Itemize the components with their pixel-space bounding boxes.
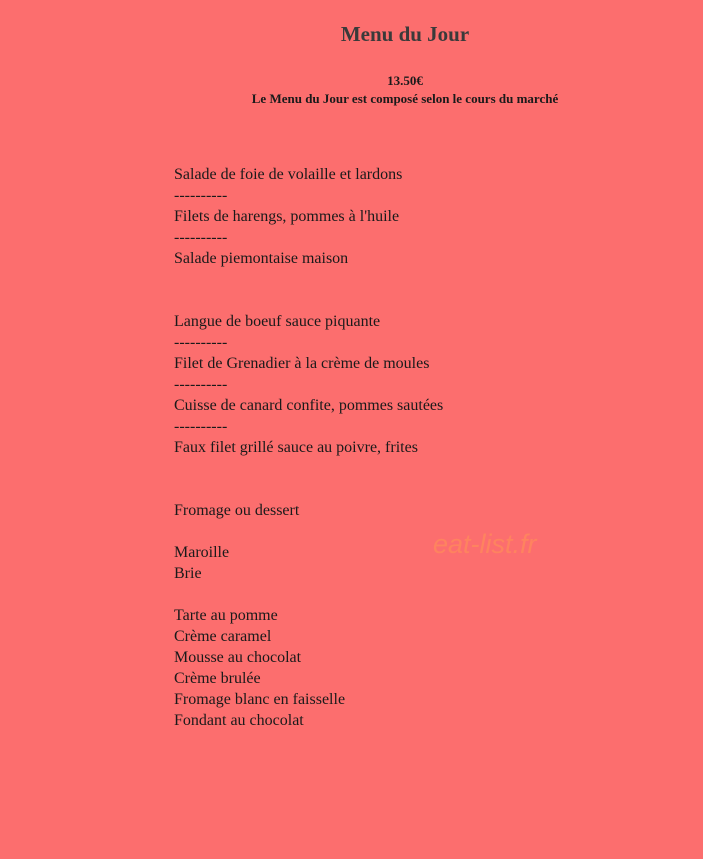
dessert-item: Crème brulée <box>174 670 261 687</box>
plat-item: Cuisse de canard confite, pommes sautées <box>174 397 444 414</box>
menu-body <box>174 164 654 731</box>
plat-item: Faux filet grillé sauce au poivre, frites <box>174 439 418 456</box>
menu-subtitle: Le Menu du Jour est composé selon le cours du marché <box>251 91 559 106</box>
entree-item: Salade piemontaise maison <box>174 250 349 267</box>
plat-item: Filet de Grenadier à la crème de moules <box>174 355 430 372</box>
separator: ---------- <box>174 187 228 204</box>
plats-section <box>174 311 654 458</box>
entree-item: Salade de foie de volaille et lardons <box>174 166 403 183</box>
dessert-item: Mousse au chocolat <box>174 649 302 666</box>
menu-title: Menu du Jour <box>340 22 470 46</box>
dessert-item: Fromage blanc en faisselle <box>174 691 346 708</box>
entrees-section <box>174 164 654 269</box>
separator: ---------- <box>174 229 228 246</box>
separator: ---------- <box>174 376 228 393</box>
separator: ---------- <box>174 334 228 351</box>
separator: ---------- <box>174 418 228 435</box>
watermark-logo: eat-list.fr <box>433 529 537 559</box>
fromage-item: Maroille <box>174 544 230 561</box>
section-heading: Fromage ou dessert <box>174 502 300 519</box>
dessert-item: Crème caramel <box>174 628 272 645</box>
menu-price: 13.50€ <box>387 73 423 88</box>
entree-item: Filets de harengs, pommes à l'huile <box>174 208 400 225</box>
dessert-item: Tarte au pomme <box>174 607 278 624</box>
fromage-item: Brie <box>174 565 202 582</box>
dessert-item: Fondant au chocolat <box>174 712 304 729</box>
fromage-dessert-section <box>174 500 654 731</box>
plat-item: Langue de boeuf sauce piquante <box>174 313 381 330</box>
